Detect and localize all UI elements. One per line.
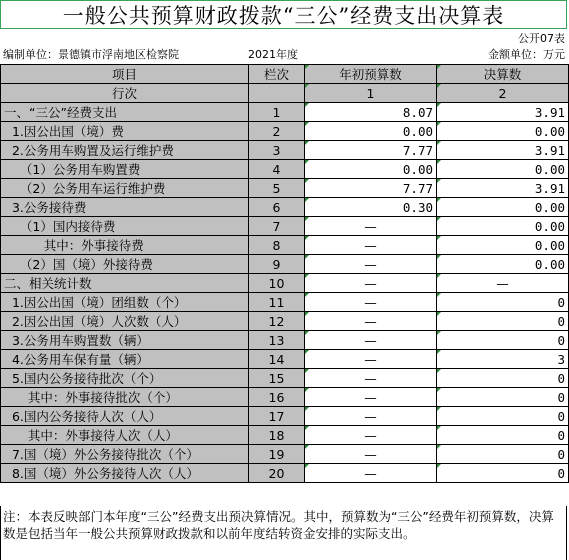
table-row [1, 293, 569, 312]
row-number: 8 [249, 236, 305, 255]
row-budget: 0.00 [305, 160, 437, 179]
row-budget: — [305, 274, 437, 293]
row-number: 16 [249, 388, 305, 407]
row-number: 4 [249, 160, 305, 179]
table-row [1, 179, 569, 198]
table-row [1, 198, 569, 217]
row-label: 二、相关统计数 [1, 274, 249, 293]
row-budget: 0.30 [305, 198, 437, 217]
row-final: 0.00 [437, 236, 569, 255]
row-final: — [437, 274, 569, 293]
row-budget: — [305, 293, 437, 312]
row-final: 3 [437, 350, 569, 369]
row-budget: — [305, 331, 437, 350]
row-final: 0 [437, 407, 569, 426]
row-final: 0.00 [437, 160, 569, 179]
row-label: 7.国（境）外公务接待批次（个） [1, 445, 249, 464]
row-final: 0.00 [437, 122, 569, 141]
row-number: 9 [249, 255, 305, 274]
compiling-unit: 编制单位：景德镇市浮南地区检察院 [3, 48, 179, 61]
report-year: 2021年度 [248, 48, 298, 61]
row-number: 14 [249, 350, 305, 369]
row-budget: — [305, 388, 437, 407]
header-row [1, 65, 569, 84]
table-row [1, 350, 569, 369]
footnote: 注：本表反映部门本年度“三公”经费支出预决算情况。其中，预算数为“三公”经费年初预算数，决算数是包括当年一般公共预算财政拨款和以前年度结转资金安排的实际支出。 [0, 506, 567, 560]
expenditure-table [0, 64, 569, 483]
row-number: 18 [249, 426, 305, 445]
row-number: 7 [249, 217, 305, 236]
row-number: 19 [249, 445, 305, 464]
table-title-text: 一般公共预算财政拨款“三公”经费支出决算表 [62, 3, 505, 28]
row-final: 0 [437, 388, 569, 407]
row-label: 一、“三公”经费支出 [1, 103, 249, 122]
row-budget: 8.07 [305, 103, 437, 122]
row-final: 0 [437, 426, 569, 445]
table-row [1, 369, 569, 388]
form-code: 公开07表 [518, 32, 565, 45]
row-number: 12 [249, 312, 305, 331]
row-budget: — [305, 236, 437, 255]
row-budget: — [305, 445, 437, 464]
header-budget-no: 1 [305, 84, 437, 103]
row-label: 1.因公出国（境）团组数（个） [1, 293, 249, 312]
row-number: 10 [249, 274, 305, 293]
row-label: （2）公务用车运行维护费 [1, 179, 249, 198]
table-row [1, 312, 569, 331]
row-label: （1）公务用车购置费 [1, 160, 249, 179]
row-number: 11 [249, 293, 305, 312]
row-budget: — [305, 426, 437, 445]
header-row-col-empty [249, 84, 305, 103]
row-final: 0 [437, 293, 569, 312]
row-number: 3 [249, 141, 305, 160]
row-label: 4.公务用车保有量（辆） [1, 350, 249, 369]
row-budget: 7.77 [305, 141, 437, 160]
row-label: 其中：外事接待费 [1, 236, 249, 255]
row-number: 2 [249, 122, 305, 141]
header-final: 决算数 [437, 65, 569, 84]
table-row [1, 255, 569, 274]
table-row [1, 388, 569, 407]
row-final: 0.00 [437, 255, 569, 274]
row-number: 15 [249, 369, 305, 388]
row-number: 20 [249, 464, 305, 483]
row-final: 0 [437, 445, 569, 464]
row-budget: — [305, 369, 437, 388]
row-budget: — [305, 464, 437, 483]
row-label: 8.国（境）外公务接待人次（人） [1, 464, 249, 483]
row-budget: — [305, 255, 437, 274]
row-budget: — [305, 407, 437, 426]
row-budget: — [305, 312, 437, 331]
row-final: 3.91 [437, 103, 569, 122]
row-label: （2）国（境）外接待费 [1, 255, 249, 274]
table-row [1, 274, 569, 293]
row-budget: — [305, 217, 437, 236]
row-label: （1）国内接待费 [1, 217, 249, 236]
table-row [1, 426, 569, 445]
row-label: 1.因公出国（境）费 [1, 122, 249, 141]
row-label: 其中：外事接待批次（个） [1, 388, 249, 407]
row-final: 0.00 [437, 198, 569, 217]
table-row [1, 103, 569, 122]
row-final: 0 [437, 369, 569, 388]
row-final: 3.91 [437, 141, 569, 160]
row-number: 5 [249, 179, 305, 198]
header-col: 栏次 [249, 65, 305, 84]
table-title [0, 0, 567, 29]
table-row [1, 122, 569, 141]
row-final: 0 [437, 331, 569, 350]
table-row [1, 217, 569, 236]
row-number: 13 [249, 331, 305, 350]
table-row [1, 236, 569, 255]
table-row [1, 160, 569, 179]
row-final: 0 [437, 464, 569, 483]
table-row [1, 464, 569, 483]
row-label: 6.国内公务接待人次（人） [1, 407, 249, 426]
table-row [1, 445, 569, 464]
row-label: 其中：外事接待人次（人） [1, 426, 249, 445]
table-row [1, 141, 569, 160]
row-label: 3.公务用车购置数（辆） [1, 331, 249, 350]
row-budget: 7.77 [305, 179, 437, 198]
row-label: 2.因公出国（境）人次数（人） [1, 312, 249, 331]
row-budget: — [305, 350, 437, 369]
table-row [1, 331, 569, 350]
row-label: 2.公务用车购置及运行维护费 [1, 141, 249, 160]
header-budget: 年初预算数 [305, 65, 437, 84]
header-item: 项目 [1, 65, 249, 84]
header-row-index [1, 84, 569, 103]
header-final-no: 2 [437, 84, 569, 103]
row-number: 6 [249, 198, 305, 217]
header-row-label: 行次 [1, 84, 249, 103]
row-number: 17 [249, 407, 305, 426]
row-final: 0.00 [437, 217, 569, 236]
row-number: 1 [249, 103, 305, 122]
row-final: 0 [437, 312, 569, 331]
amount-unit: 金额单位：万元 [488, 48, 565, 61]
row-label: 5.国内公务接待批次（个） [1, 369, 249, 388]
row-budget: 0.00 [305, 122, 437, 141]
row-final: 3.91 [437, 179, 569, 198]
table-row [1, 407, 569, 426]
row-label: 3.公务接待费 [1, 198, 249, 217]
